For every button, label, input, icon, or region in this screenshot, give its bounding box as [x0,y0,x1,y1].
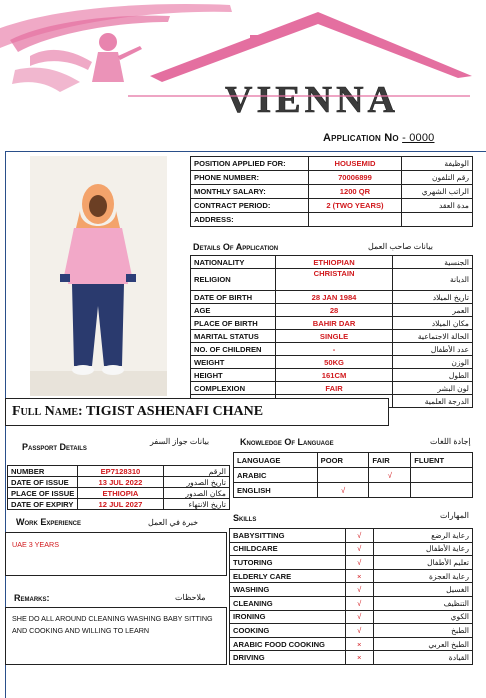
skill-label: DRIVING [230,651,346,665]
skill-label: CLEANING [230,596,346,610]
skill-label: ARABIC FOOD COOKING [230,637,346,651]
language-row [234,483,473,498]
language-header: FLUENT [411,453,473,468]
skills-table [229,528,473,665]
passport-label-ar: مكان الصدور [163,488,229,499]
application-number-value: - 0000 [402,132,435,144]
skill-mark: √ [345,556,373,570]
details-value: 161CM [275,369,392,382]
details-value: 50KG [275,356,392,369]
skill-mark: √ [345,529,373,543]
passport-label-ar: الرقم [163,466,229,477]
skill-row [230,583,473,597]
details-label: WEIGHT [191,356,276,369]
skill-label-ar: الطبخ [373,624,472,638]
skill-label: COOKING [230,624,346,638]
position-label-ar: رقم التلفون [402,171,473,185]
position-value: 2 (TWO YEARS) [308,199,402,213]
skill-label-ar: التنظيف [373,596,472,610]
vienna-logo [0,0,486,128]
position-value: 70006899 [308,171,402,185]
language-row [234,468,473,483]
details-value: CHRISTAIN [275,269,392,291]
position-label: CONTRACT PERIOD: [191,199,309,213]
details-row [191,304,473,317]
language-header: POOR [317,453,369,468]
full-name-label: Full Name: [12,404,83,419]
position-label-ar [402,213,473,227]
language-header: FAIR [369,453,411,468]
passport-title-ar: بيانات جواز السفر [150,437,210,446]
position-value: HOUSEMID [308,157,402,171]
position-label: PHONE NUMBER: [191,171,309,185]
passport-label: NUMBER [8,466,78,477]
skill-row [230,542,473,556]
details-row [191,269,473,291]
skill-label: IRONING [230,610,346,624]
skill-mark: √ [345,624,373,638]
details-value: BAHIR DAR [275,317,392,330]
skill-mark: √ [345,610,373,624]
position-label-ar: الراتب الشهري [402,185,473,199]
details-label-ar: تاريخ الميلاد [393,291,473,304]
details-label: PLACE OF BIRTH [191,317,276,330]
full-name-value: TIGIST ASHENAFI CHANE [85,404,264,419]
position-row [191,157,473,171]
details-table [190,255,473,408]
passport-value: 13 JUL 2022 [78,477,163,488]
skill-label-ar: القيادة [373,651,472,665]
language-name: ARABIC [234,468,318,483]
details-label-ar: الدرجة العلمية [393,395,473,408]
language-poor-mark [317,468,369,483]
details-row [191,330,473,343]
details-label-ar: الجنسية [393,256,473,269]
full-name [12,404,263,420]
language-title-ar: إجادة اللغات [430,437,471,446]
details-label-ar: لون البشر [393,382,473,395]
details-label: HEIGHT [191,369,276,382]
details-value: ETHIOPIAN [275,256,392,269]
skill-label: WASHING [230,583,346,597]
details-label-ar: الديانة [393,269,473,291]
full-name-box [5,398,389,426]
skill-row [230,624,473,638]
position-label-ar: الوظيفة [402,157,473,171]
details-row [191,369,473,382]
position-label: POSITION APPLIED FOR: [191,157,309,171]
details-label-ar: عدد الأطفال [393,343,473,356]
skill-label-ar: رعاية العجزة [373,569,472,583]
work-title: Work Experience [16,517,82,527]
skills-title: Skills [233,513,257,523]
language-fluent-mark [411,483,473,498]
application-number [323,132,434,144]
passport-label: PLACE OF ISSUE [8,488,78,499]
skill-label-ar: الكوي [373,610,472,624]
passport-value: 12 JUL 2027 [78,499,163,510]
details-label: COMPLEXION [191,382,276,395]
skill-row [230,651,473,665]
details-label: AGE [191,304,276,317]
language-fair-mark [369,483,411,498]
position-value: 1200 QR [308,185,402,199]
language-table [233,452,473,498]
application-label: Application No [323,132,399,144]
details-row [191,382,473,395]
details-row [191,356,473,369]
skill-row [230,556,473,570]
details-value: 28 [275,304,392,317]
passport-row [8,477,230,488]
skill-row [230,610,473,624]
skill-label-ar: رعاية الرضع [373,529,472,543]
details-value: SINGLE [275,330,392,343]
passport-value: ETHIOPIA [78,488,163,499]
details-label-ar: الطول [393,369,473,382]
language-fair-mark: √ [369,468,411,483]
passport-table [7,465,230,510]
skill-mark: √ [345,542,373,556]
details-label: MARITAL STATUS [191,330,276,343]
language-header: LANGUAGE [234,453,318,468]
remarks-title: Remarks: [14,593,50,603]
details-title-ar: بيانات صاحب العمل [368,242,433,251]
details-label: NATIONALITY [191,256,276,269]
remarks-text: SHE DO ALL AROUND CLEANING WASHING BABY SITTING AND COOKING AND WILLING TO LEARN [12,614,213,635]
position-row [191,171,473,185]
details-title: Details Of Application [193,242,279,252]
skills-title-ar: المهارات [440,511,470,520]
passport-title: Passport Details [22,442,87,452]
details-row [191,291,473,304]
skill-mark: × [345,651,373,665]
skill-row [230,637,473,651]
position-label: MONTHLY SALARY: [191,185,309,199]
skill-mark: × [345,569,373,583]
details-label-ar: الوزن [393,356,473,369]
details-label: DATE OF BIRTH [191,291,276,304]
language-title: Knowledge Of Language [240,437,334,447]
skill-label: TUTORING [230,556,346,570]
skill-label-ar: رعاية الأطفال [373,542,472,556]
details-label-ar: مكان الميلاد [393,317,473,330]
details-value: FAIR [275,382,392,395]
skill-label: BABYSITTING [230,529,346,543]
language-header-row [234,453,473,468]
position-value [308,213,402,227]
details-label: NO. OF CHILDREN [191,343,276,356]
position-label: ADDRESS: [191,213,309,227]
passport-value: EP7128310 [78,466,163,477]
details-row [191,317,473,330]
skill-mark: √ [345,596,373,610]
details-label-ar: الحالة الاجتماعية [393,330,473,343]
position-table [190,156,473,227]
skill-mark: √ [345,583,373,597]
skill-label: CHILDCARE [230,542,346,556]
applicant-figure [30,156,167,396]
remarks-title-ar: ملاحظات [175,593,206,602]
details-label-ar: العمر [393,304,473,317]
details-value: 28 JAN 1984 [275,291,392,304]
details-row [191,343,473,356]
position-row [191,213,473,227]
passport-row [8,466,230,477]
skill-label-ar: تعليم الأطفال [373,556,472,570]
work-box [5,532,227,576]
passport-label: DATE OF ISSUE [8,477,78,488]
work-title-ar: خبرة في العمل [148,518,199,527]
language-poor-mark: √ [317,483,369,498]
work-text: UAE 3 YEARS [12,540,60,549]
skill-row [230,569,473,583]
position-row [191,199,473,213]
passport-label: DATE OF EXPIRY [8,499,78,510]
skill-label-ar: الغسيل [373,583,472,597]
skill-label: ELDERLY CARE [230,569,346,583]
passport-row [8,499,230,510]
skill-row [230,596,473,610]
position-row [191,185,473,199]
passport-label-ar: تاريخ الصدور [163,477,229,488]
details-label: RELIGION [191,269,276,291]
language-name: ENGLISH [234,483,318,498]
passport-label-ar: تاريخ الانتهاء [163,499,229,510]
details-row [191,256,473,269]
applicant-photo [30,156,167,396]
skill-row [230,529,473,543]
passport-row [8,488,230,499]
details-value: - [275,343,392,356]
remarks-box [5,607,227,665]
language-fluent-mark [411,468,473,483]
skill-mark: × [345,637,373,651]
position-label-ar: مدة العقد [402,199,473,213]
logo-text: VIENNA [225,79,399,121]
skill-label-ar: الطبخ العربي [373,637,472,651]
